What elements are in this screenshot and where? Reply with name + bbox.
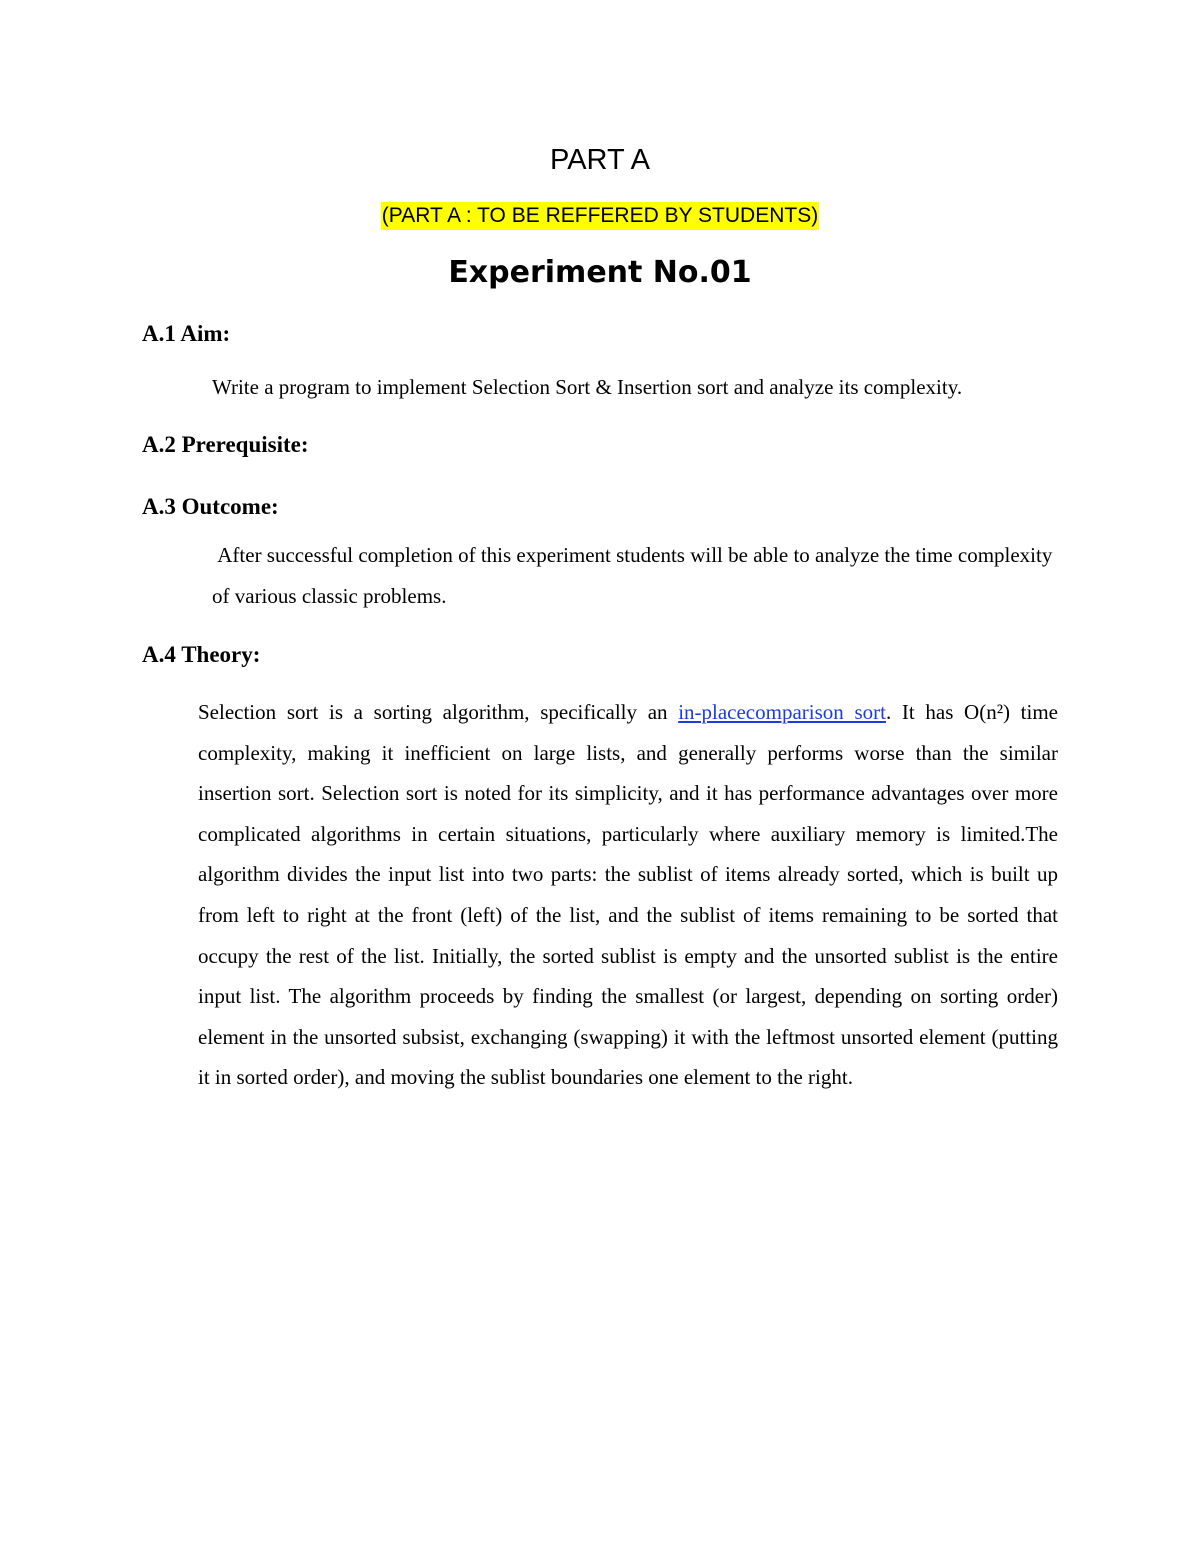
experiment-title: Experiment No.01 (448, 255, 752, 290)
theory-text-rest: . It has O(n²) time complexity, making it inefficient on large lists, and generally performs worse than the similar insertion sort. Selection sort is noted for its simplicity, and it has performance advantages over more complicated algorithms in certain situations, particularly where auxiliary memory is limited.The algorithm divides the input list into two parts: the sublist of items already sorted, which is built up from left to right at the front (left) of the list, and the sublist of items remaining to be sorted that occupy the rest of the list. Initially, the sorted sublist is empty and the unsorted sublist is the entire input list. The algorithm proceeds by finding the smallest (or largest, depending on sorting order) element in the unsorted subsist, exchanging (swapping) it with the leftmost unsorted element (putting it in sorted order), and moving the sublist boundaries one element to the right. (198, 700, 1058, 1090)
highlighted-subtitle: (PART A : TO BE REFFERED BY STUDENTS) (381, 202, 819, 230)
subtitle-container (0, 202, 1200, 230)
prerequisite-heading: A.2 Prerequisite: (142, 432, 309, 457)
theory-heading: A.4 Theory: (142, 642, 261, 667)
aim-heading: A.1 Aim: (142, 321, 231, 346)
aim-text: Write a program to implement Selection Sort & Insertion sort and analyze its complexity. (212, 375, 963, 399)
in-place-comparison-sort-link[interactable]: in-placecomparison sort (678, 700, 886, 724)
outcome-text: After successful completion of this experiment students will be able to analyze the time complexity of various classic problems. (212, 543, 1058, 608)
theory-paragraph (198, 692, 1058, 1098)
page-title: PART A (550, 144, 650, 176)
theory-text-start: Selection sort is a sorting algorithm, specifically an (198, 700, 679, 724)
outcome-heading: A.3 Outcome: (142, 494, 279, 519)
